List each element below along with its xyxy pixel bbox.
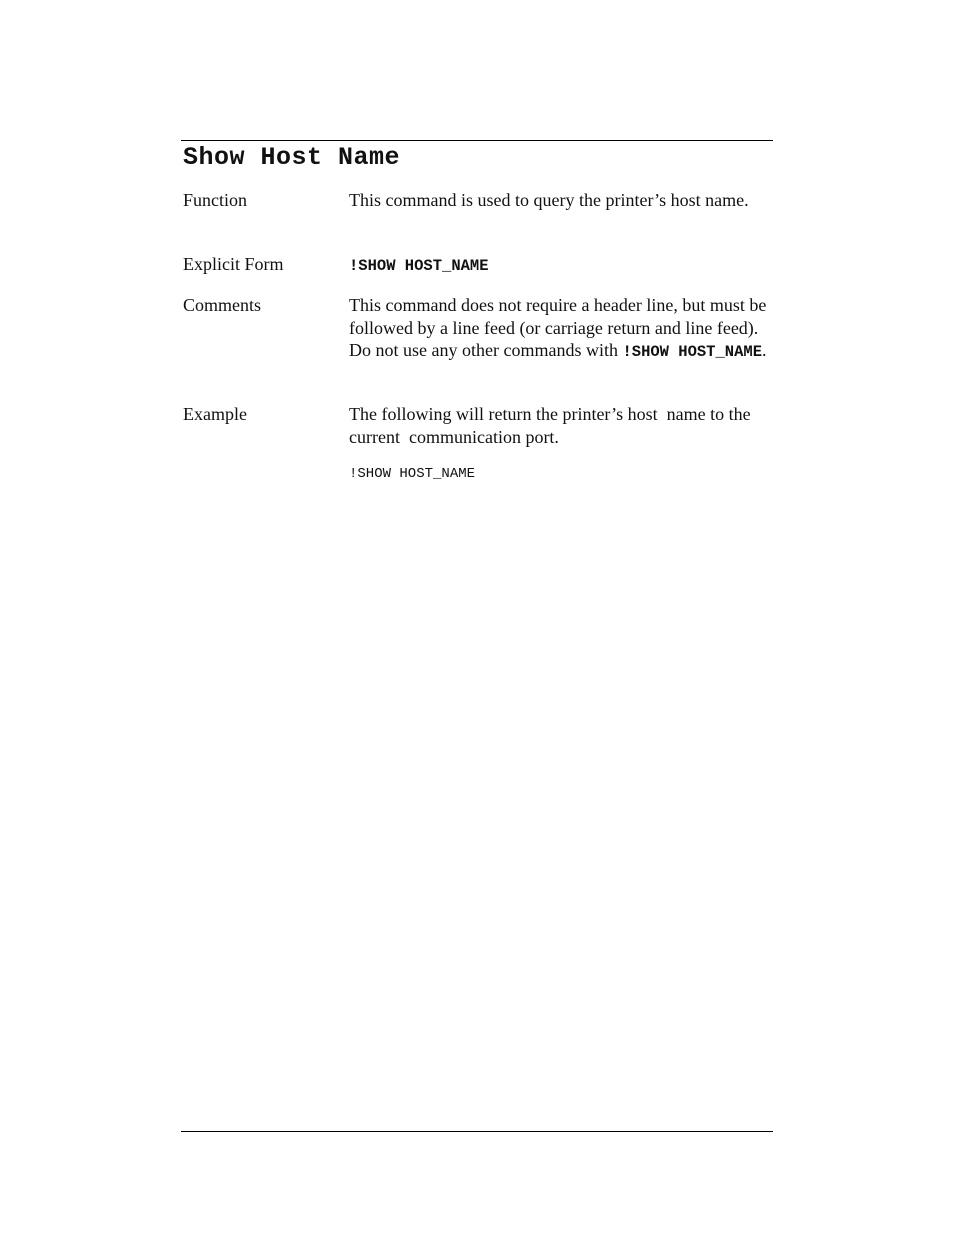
comments-text-before: This command does not require a header line, but must be followed by a line feed (or carriage return and line feed). Do not use any other commands with — [349, 295, 767, 360]
comments-text — [349, 294, 769, 364]
explicit-form-code: !SHOW HOST_NAME — [349, 257, 489, 275]
example-code: !SHOW HOST_NAME — [349, 466, 476, 482]
example-label: Example — [183, 404, 247, 424]
comments-label: Comments — [183, 295, 262, 315]
bottom-rule — [181, 1131, 773, 1132]
example-text: The following will return the printer’s host name to the current communication port. — [349, 404, 756, 447]
function-text: This command is used to query the printer’s host name. — [349, 190, 749, 210]
comments-text-after: . — [762, 340, 767, 360]
page-title: Show Host Name — [183, 143, 401, 172]
explicit-form-value — [349, 253, 769, 278]
explicit-form-label: Explicit Form — [183, 254, 284, 274]
function-label: Function — [183, 190, 248, 210]
comments-code: !SHOW HOST_NAME — [622, 343, 762, 361]
top-rule — [181, 140, 773, 141]
